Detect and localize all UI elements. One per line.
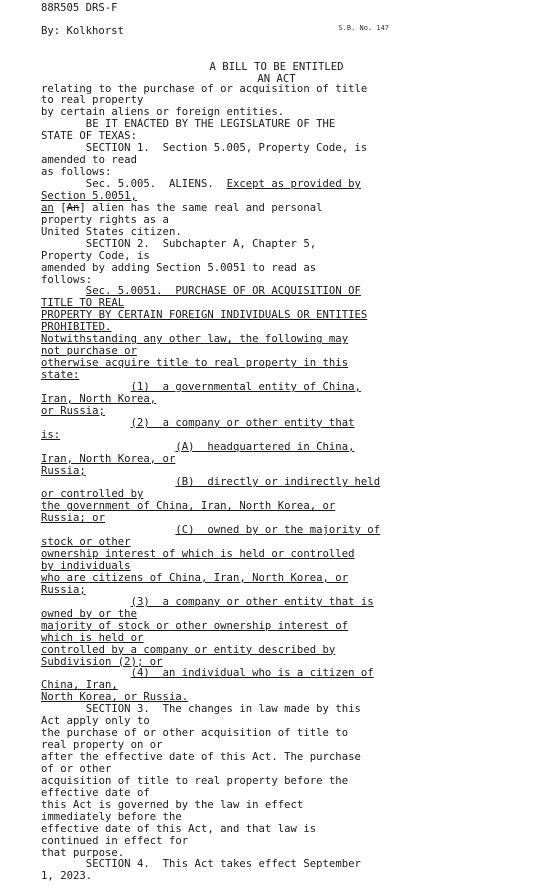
bill-text: that purpose. — [41, 846, 125, 859]
bill-text: [ — [53, 201, 67, 214]
underlined-text: Except as provided by — [226, 178, 361, 190]
line-indent — [41, 285, 86, 297]
underlined-text: Russia; — [41, 583, 86, 596]
underlined-text: (C) owned by or the majority of — [175, 524, 381, 537]
line-indent — [41, 441, 175, 453]
bill-text: Sec. 5.005. ALIENS. — [85, 178, 227, 190]
bill-text-line — [41, 263, 391, 275]
line-indent — [41, 142, 86, 154]
bill-text-line — [41, 859, 391, 871]
line-indent — [41, 476, 175, 488]
underlined-text: ownership interest of which is held or controlled — [41, 548, 355, 561]
bill-text: immediately before the — [41, 810, 182, 823]
bill-text-line — [41, 454, 391, 466]
underlined-text: TITLE TO REAL — [41, 297, 125, 310]
act-heading: AN ACT — [257, 73, 296, 85]
bill-text-line — [41, 871, 391, 883]
bill-text: relating to the purchase of or acquisition of title — [41, 82, 368, 95]
bill-title: A BILL TO BE ENTITLED — [209, 61, 344, 73]
underlined-text: Iran, North Korea, — [41, 392, 157, 405]
bill-text: BE IT ENACTED BY THE LEGISLATURE OF THE — [85, 118, 336, 131]
underlined-text: (4) an individual who is a citizen of — [130, 667, 374, 680]
line-indent — [41, 238, 86, 250]
line-indent — [41, 596, 131, 608]
underlined-text: North Korea, or Russia. — [41, 691, 189, 704]
underlined-text: the government of China, Iran, North Korea, or — [41, 500, 336, 513]
bill-text: real property on or — [41, 739, 163, 752]
line-indent — [41, 118, 86, 130]
line-indent — [41, 667, 131, 679]
underlined-text: Sec. 5.0051. PURCHASE OF OR ACQUISITION OF — [85, 285, 361, 298]
bill-text: acquisition of title to real property before the — [41, 774, 349, 787]
underlined-text: not purchase or — [41, 345, 137, 358]
bill-text: ] alien has the same real and personal — [79, 201, 323, 214]
bill-text: follows: — [41, 273, 93, 286]
underlined-text: stock or other — [41, 536, 131, 549]
bill-text: the purchase of or other acquisition of title to — [41, 727, 349, 740]
underlined-text: majority of stock or other ownership interest of — [41, 619, 349, 632]
bill-text: United States citizen. — [41, 225, 182, 238]
bill-author: By: Kolkhorst — [41, 25, 124, 37]
bill-text-line — [41, 358, 391, 370]
underlined-text: otherwise acquire title to real property in this — [41, 357, 349, 370]
line-indent — [41, 381, 131, 393]
bill-text: SECTION 2. Subchapter A, Chapter 5, — [85, 237, 317, 250]
bill-text: SECTION 1. Section 5.005, Property Code, is — [85, 142, 368, 155]
underlined-text: Section 5.0051, — [41, 189, 137, 202]
underlined-text: who are citizens of China, Iran, North Korea, or — [41, 571, 349, 584]
underlined-text: (3) a company or other entity that is — [130, 595, 374, 608]
bill-text: of or other — [41, 762, 112, 775]
bill-text: effective date of this Act, and that law is — [41, 822, 317, 835]
underlined-text: or Russia; — [41, 404, 105, 417]
underlined-text: Russia; or — [41, 512, 105, 525]
bill-text: Act apply only to — [41, 715, 150, 728]
underlined-text: an — [41, 201, 54, 214]
bill-text: continued in effect for — [41, 834, 189, 847]
underlined-text: by individuals — [41, 560, 131, 572]
underlined-text: state: — [41, 369, 80, 381]
line-indent — [41, 417, 131, 429]
bill-text: this Act is governed by the law in effect — [41, 798, 304, 811]
bill-text: SECTION 4. This Act takes effect September — [85, 858, 361, 871]
underlined-text: PROPERTY BY CERTAIN FOREIGN INDIVIDUALS OR ENTITIES — [41, 309, 368, 322]
underlined-text: Notwithstanding any other law, the following may — [41, 333, 349, 346]
line-indent — [41, 858, 86, 870]
underlined-text: PROHIBITED. — [41, 321, 112, 334]
bill-text: to real property — [41, 94, 144, 107]
bill-text: amended by adding Section 5.0051 to read as — [41, 261, 317, 274]
bill-text-line — [41, 573, 391, 585]
underlined-text: or controlled by — [41, 488, 144, 501]
bill-text-line — [41, 418, 391, 430]
underlined-text: (B) directly or indirectly held — [175, 476, 381, 489]
bill-text: after the effective date of this Act. The purchase — [41, 751, 361, 763]
line-indent — [41, 703, 86, 715]
bill-text: 1, 2023. — [41, 870, 93, 883]
bill-text: property rights as a — [41, 213, 169, 226]
underlined-text: owned by or the — [41, 607, 137, 620]
line-indent — [41, 178, 86, 190]
bill-number: S.B. No. 147 — [338, 24, 389, 32]
bill-text: SECTION 3. The changes in law made by this — [85, 703, 361, 716]
bill-text: STATE OF TEXAS: — [41, 130, 137, 143]
bill-text: by certain aliens or foreign entities. — [41, 106, 285, 119]
underlined-text: which is held or — [41, 631, 144, 644]
bill-body — [41, 84, 391, 884]
underlined-text: (2) a company or other entity that — [130, 416, 355, 429]
underlined-text: China, Iran, — [41, 679, 118, 692]
document-id: 88R505 DRS-F — [41, 2, 118, 14]
underlined-text: Russia; — [41, 464, 86, 477]
line-indent — [41, 524, 175, 536]
underlined-text: Iran, North Korea, or — [41, 452, 176, 465]
underlined-text: (1) a governmental entity of China, — [130, 380, 361, 393]
bill-text: Property Code, is — [41, 249, 150, 262]
bill-text: as follows: — [41, 166, 112, 179]
underlined-text: (A) headquartered in China, — [175, 440, 355, 453]
bill-text: amended to read — [41, 154, 137, 167]
underlined-text: Subdivision (2); or — [41, 655, 163, 668]
underlined-text: controlled by a company or entity described by — [41, 643, 336, 656]
struck-text: An — [66, 201, 80, 214]
bill-text: effective date of — [41, 786, 150, 799]
underlined-text: is: — [41, 428, 61, 441]
